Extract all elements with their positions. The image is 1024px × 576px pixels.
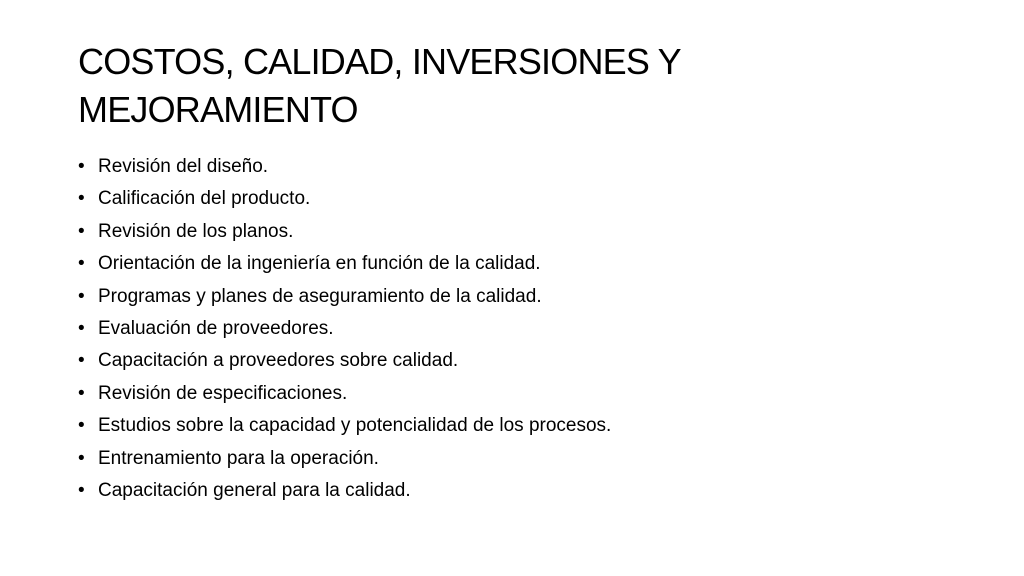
bullet-text: Revisión del diseño.: [98, 156, 269, 177]
bullet-icon: •: [78, 318, 85, 340]
bullet-icon: •: [78, 156, 85, 177]
bullet-icon: •: [78, 480, 85, 502]
bullet-item: [78, 443, 978, 475]
slide-title: [78, 38, 978, 134]
bullet-text: Estudios sobre la capacidad y potencialidad de los procesos.: [98, 415, 612, 437]
title-line-2: MEJORAMIENTO: [78, 89, 358, 130]
bullet-text: Programas y planes de aseguramiento de la calidad.: [98, 285, 542, 307]
bullet-item: [78, 281, 978, 313]
bullet-icon: •: [78, 382, 85, 404]
bullet-item: [78, 151, 978, 183]
bullet-text: Capacitación general para la calidad.: [98, 480, 411, 502]
bullet-item: [78, 183, 978, 215]
bullet-text: Evaluación de proveedores.: [98, 318, 334, 340]
title-line-1: COSTOS, CALIDAD, INVERSIONES Y: [78, 41, 681, 82]
bullet-text: Revisión de especificaciones.: [98, 382, 348, 404]
bullet-item: [78, 345, 978, 377]
bullet-item: [78, 378, 978, 410]
bullet-icon: •: [78, 447, 85, 469]
bullet-icon: •: [78, 188, 85, 210]
bullet-text: Entrenamiento para la operación.: [98, 447, 379, 469]
bullet-item: [78, 475, 978, 507]
bullet-icon: •: [78, 350, 85, 372]
bullet-icon: •: [78, 415, 85, 437]
bullet-text: Capacitación a proveedores sobre calidad.: [98, 350, 459, 372]
bullet-icon: •: [78, 285, 85, 307]
bullet-text: Orientación de la ingeniería en función de la calidad.: [98, 253, 541, 275]
bullet-list: [78, 151, 978, 507]
bullet-item: [78, 410, 978, 442]
bullet-icon: •: [78, 253, 85, 275]
bullet-item: [78, 216, 978, 248]
bullet-icon: •: [78, 220, 85, 242]
bullet-item: [78, 313, 978, 345]
bullet-text: Revisión de los planos.: [98, 220, 294, 242]
bullet-text: Calificación del producto.: [98, 188, 311, 210]
bullet-item: [78, 248, 978, 280]
